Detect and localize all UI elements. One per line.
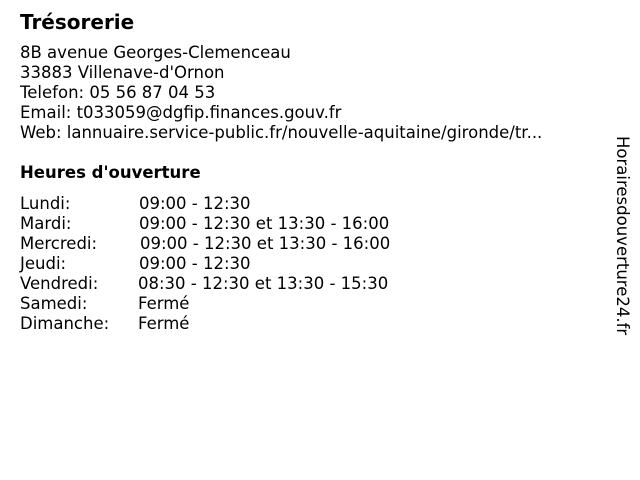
time-value: 09:00 - 12:30 [139, 254, 251, 273]
time-value: Fermé [138, 294, 190, 313]
day-label: Samedi: [20, 294, 88, 313]
website-link[interactable]: Web: lannuaire.service-public.fr/nouvelle-aquitaine/gironde/tr... [20, 123, 543, 142]
day-label: Dimanche: [20, 314, 110, 333]
time-value: Fermé [138, 314, 190, 333]
time-value: 09:00 - 12:30 et 13:30 - 16:00 [139, 214, 390, 233]
time-value: 09:00 - 12:30 et 13:30 - 16:00 [140, 234, 391, 253]
time-value: 08:30 - 12:30 et 13:30 - 15:30 [138, 274, 389, 293]
contact-info [20, 43, 542, 143]
street-address: 8B avenue Georges-Clemenceau [20, 43, 291, 62]
city-address: 33883 Villenave-d'Ornon [20, 63, 225, 82]
day-label: Mardi: [20, 214, 72, 233]
day-label: Vendredi: [20, 274, 99, 293]
day-label: Jeudi: [20, 254, 67, 273]
phone-number: Telefon: 05 56 87 04 53 [20, 83, 216, 102]
email-address: Email: t033059@dgfip.finances.gouv.fr [20, 103, 342, 122]
time-value: 09:00 - 12:30 [139, 194, 251, 213]
opening-hours-heading: Heures d'ouverture [20, 163, 201, 182]
day-label: Lundi: [20, 194, 71, 213]
site-watermark: Horairesdouverture24.fr [613, 136, 632, 336]
page-title: Trésorerie [20, 10, 135, 34]
day-label: Mercredi: [20, 234, 98, 253]
